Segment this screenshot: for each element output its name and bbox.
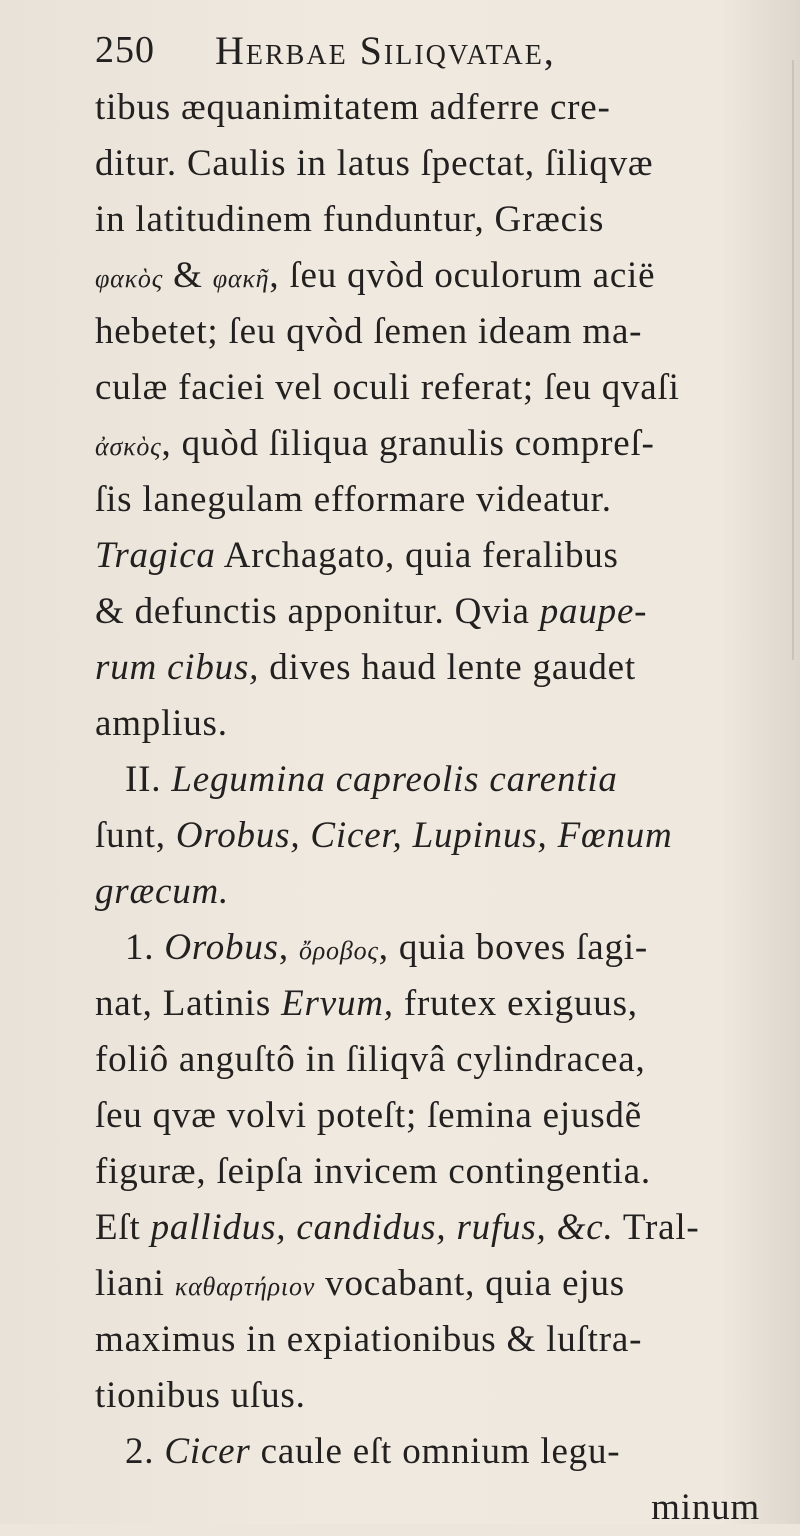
- page-number: 250: [95, 29, 155, 71]
- text-line: [95, 528, 790, 584]
- running-title: Herbae Siliqvatae,: [215, 27, 556, 73]
- text-line: [95, 976, 790, 1032]
- greek-word: ἀσκὸς: [95, 432, 162, 461]
- text-segment: ſeu qvæ volvi poteſt; ſemina ejusdẽ: [95, 1095, 642, 1136]
- text-segment: , ſeu qvòd oculorum acië: [269, 255, 656, 296]
- text-segment: & defunctis apponitur. Qvia: [95, 591, 540, 632]
- text-segment: Eſt: [95, 1207, 151, 1248]
- text-line: [95, 360, 790, 416]
- text-line: [95, 1368, 790, 1424]
- text-segment: hebetet; ſeu qvòd ſemen ideam ma-: [95, 311, 643, 352]
- text-line: [95, 416, 790, 472]
- text-line: [95, 248, 790, 304]
- text-segment: tionibus uſus.: [95, 1375, 306, 1416]
- text-line: [95, 192, 790, 248]
- text-segment: culæ faciei vel oculi referat; ſeu qvaſi: [95, 367, 680, 408]
- text-line: [95, 584, 790, 640]
- text-line: [95, 696, 790, 752]
- greek-word: ὄροβος: [298, 936, 379, 965]
- text-segment: 1.: [125, 927, 165, 968]
- text-segment: liani: [95, 1263, 175, 1304]
- text-line: [95, 136, 790, 192]
- text-segment: II.: [125, 759, 172, 800]
- text-segment: 2.: [125, 1431, 165, 1472]
- text-segment: tibus æquanimitatem adferre cre-: [95, 87, 611, 128]
- text-segment: in latitudinem funduntur, Græcis: [95, 199, 605, 240]
- text-segment: ,: [278, 927, 299, 968]
- italic-text: paupe-: [539, 591, 648, 632]
- italic-text: Cicer: [164, 1431, 251, 1472]
- italic-text: Ervum,: [281, 983, 394, 1024]
- text-line: [95, 1144, 790, 1200]
- greek-word: καθαρτήριον: [174, 1272, 316, 1301]
- text-line: [95, 1480, 790, 1536]
- text-line: [95, 1088, 790, 1144]
- text-segment: figuræ, ſeipſa invicem contingentia.: [95, 1151, 651, 1192]
- text-segment: , quia boves ſagi-: [378, 927, 648, 968]
- text-line: [95, 1200, 790, 1256]
- text-segment: dives haud lente gaudet: [259, 647, 636, 688]
- text-segment: vocabant, quia ejus: [315, 1263, 625, 1304]
- text-segment: maximus in expiationibus & luſtra-: [95, 1319, 643, 1360]
- text-line: [95, 1256, 790, 1312]
- italic-text: pallidus, candidus, rufus, &c.: [150, 1207, 614, 1248]
- greek-word: φακὸς: [95, 264, 164, 293]
- text-segment: caule eſt omnium legu-: [250, 1431, 621, 1472]
- italic-text: græcum.: [95, 871, 230, 912]
- text-line: [95, 472, 790, 528]
- text-line: [95, 752, 790, 808]
- text-line: [95, 640, 790, 696]
- greek-word: φακῆ: [212, 264, 270, 293]
- text-segment: ditur. Caulis in latus ſpectat, ſiliqvæ: [95, 143, 654, 184]
- text-line: [95, 1032, 790, 1088]
- text-line: [95, 920, 790, 976]
- italic-text: Orobus: [164, 927, 279, 968]
- text-segment: frutex exiguus,: [393, 983, 638, 1024]
- text-line: [95, 80, 790, 136]
- text-segment: foliô anguſtô in ſiliqvâ cylindracea,: [95, 1039, 646, 1080]
- text-segment: ſunt,: [95, 815, 176, 856]
- text-segment: ſis lanegulam efformare videatur.: [95, 479, 612, 520]
- text-line: [95, 1312, 790, 1368]
- text-segment: Archagato, quia feralibus: [215, 535, 619, 576]
- italic-text: Legumina capreolis carentia: [171, 759, 618, 800]
- text-segment: minum: [651, 1487, 760, 1528]
- text-segment: nat, Latinis: [95, 983, 282, 1024]
- page-header: [95, 22, 775, 78]
- text-line: [95, 1424, 790, 1480]
- text-line: [95, 808, 790, 864]
- page-edge-shadow: [792, 60, 794, 660]
- italic-text: Tragica: [95, 535, 216, 576]
- text-segment: &: [163, 255, 213, 296]
- text-line: [95, 304, 790, 360]
- text-segment: Tral-: [613, 1207, 700, 1248]
- text-line: [95, 864, 790, 920]
- italic-text: rum cibus,: [95, 647, 260, 688]
- italic-text: Orobus, Cicer, Lupinus, Fœnum: [175, 815, 673, 856]
- body-text: [95, 80, 790, 1536]
- text-segment: , quòd ſiliqua granulis compreſ-: [161, 423, 655, 464]
- text-segment: amplius.: [95, 703, 228, 744]
